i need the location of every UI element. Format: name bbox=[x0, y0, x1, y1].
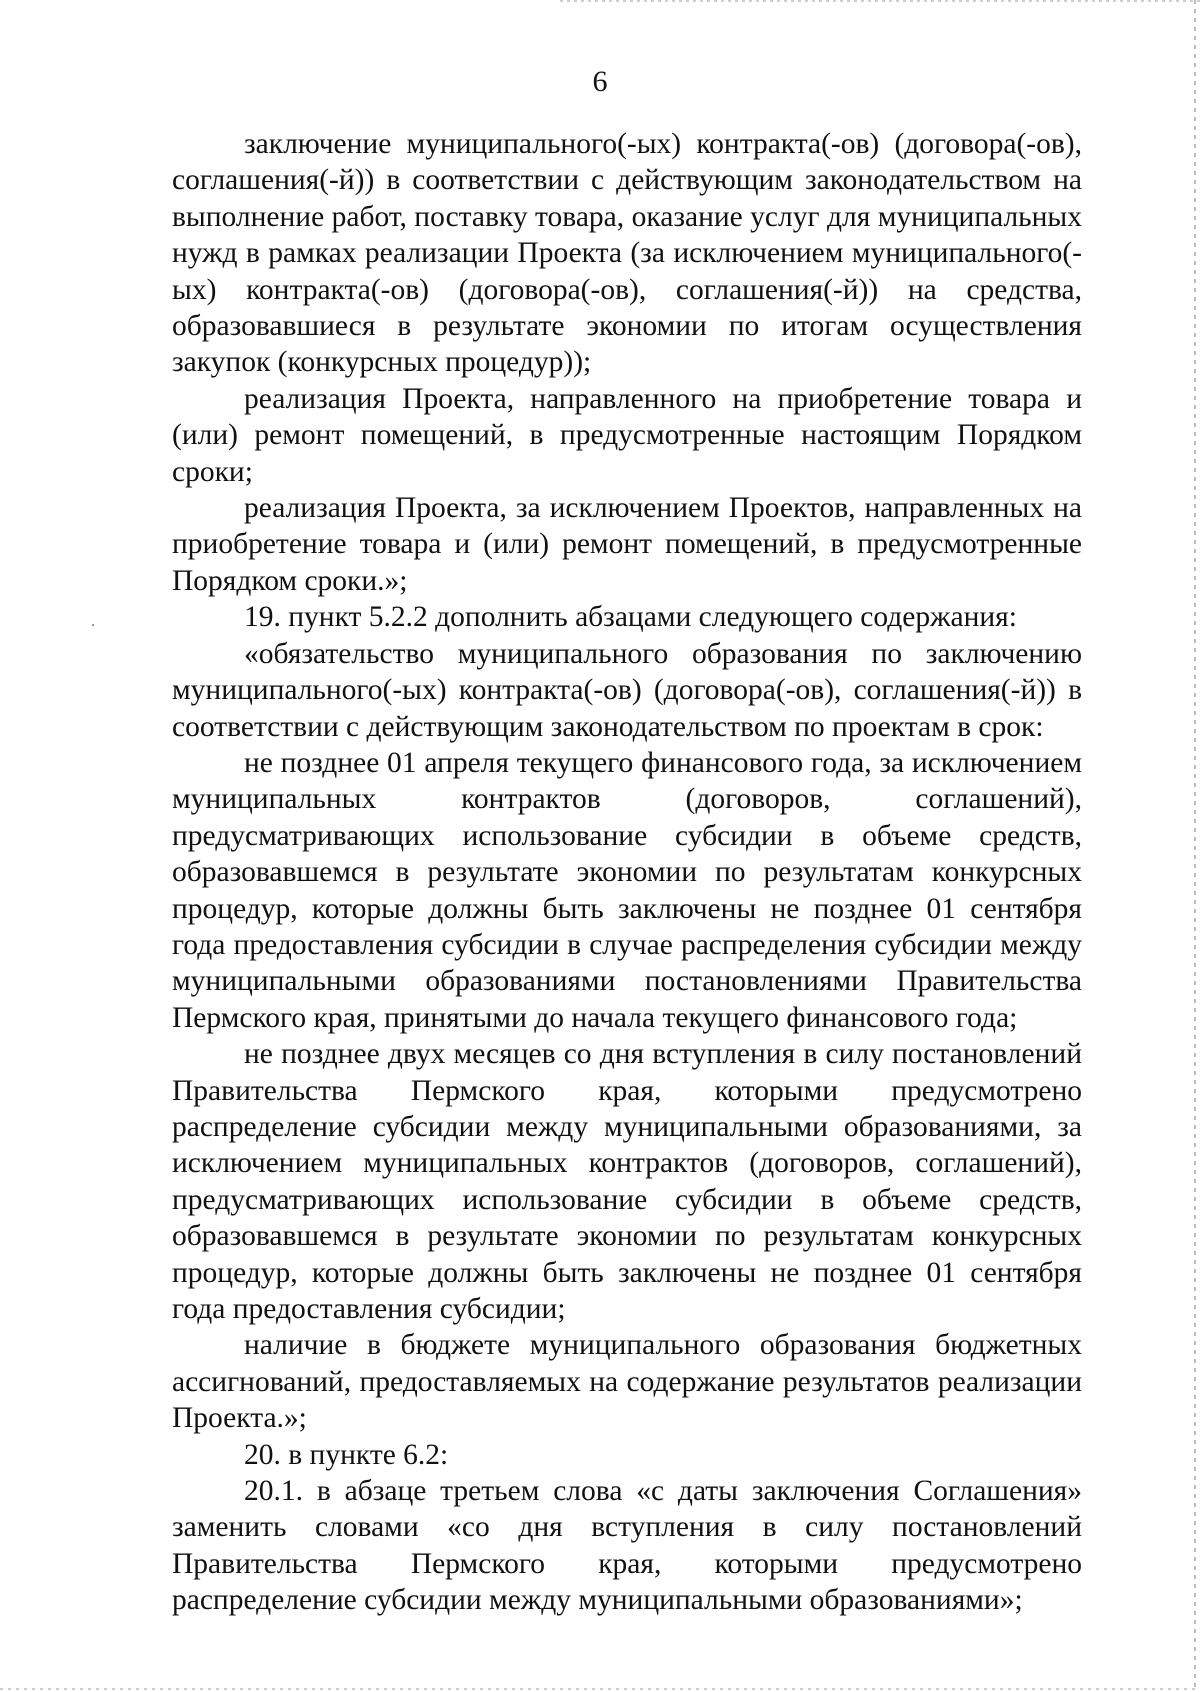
paragraph-contract-conclusion: заключение муниципального(-ых) контракта(-ов) (договора(-ов), соглашения(-й)) в соответствии с действующим законодательством на выполнение работ, поставку товара, оказание услуг для муниципальных нужд в рамках реализации Проекта (за исключением муниципального(-ых) контракта(-ов) (договора(-ов), соглашения(-й)) на средства, образовавшиеся в результате экономии по итогам осуществления закупок (конкурсных процедур)); bbox=[172, 128, 1082, 379]
scan-edge-top bbox=[560, 0, 1200, 2]
paragraph-obligation: «обязательство муниципального образования по заключению муниципального(-ых) контракта(-ов) (договора(-ов), соглашения(-й)) в соответствии с действующим законодательством по проектам в срок: bbox=[172, 637, 1082, 743]
paragraph-budget-allocations: наличие в бюджете муниципального образования бюджетных ассигнований, предоставляемых на содержание результатов реализации Проекта.»; bbox=[172, 1329, 1082, 1435]
scan-edge-bottom bbox=[0, 1688, 1200, 1690]
page-number: 6 bbox=[592, 65, 608, 98]
paragraph-deadline-april: не позднее 01 апреля текущего финансового года, за исключением муниципальных контрактов (договоров, соглашений), предусматривающих использование субсидии в объеме средств, образовавшемся в результате экономии по результатам конкурсных процедур, которые должны быть заключены не позднее 01 сентября года предоставления субсидии в случае распределения субсидии между муниципальными образованиями постановлениями Правительства Пермского края, принятыми до начала текущего финансового года; bbox=[172, 746, 1082, 1034]
scan-edge-right bbox=[1194, 0, 1196, 1692]
scan-speck bbox=[92, 624, 94, 626]
paragraph-project-goods-repair: реализация Проекта, направленного на приобретение товара и (или) ремонт помещений, в предусмотренные настоящим Порядком сроки; bbox=[172, 382, 1082, 488]
paragraph-deadline-two-months: не позднее двух месяцев со дня вступления в силу постановлений Правительства Пермского края, которыми предусмотрено распределение субсидии между муниципальными образованиями, за исключением муниципальных контрактов (договоров, соглашений), предусматривающих использование субсидии в объеме средств, образовавшемся в результате экономии по результатам конкурсных процедур, которые должны быть заключены не позднее 01 сентября года предоставления субсидии; bbox=[172, 1038, 1082, 1325]
document-body bbox=[172, 126, 1082, 1619]
paragraph-project-other: реализация Проекта, за исключением Проектов, направленных на приобретение товара и (или) ремонт помещений, в предусмотренные Порядком сроки.»; bbox=[172, 492, 1082, 597]
paragraph-item-20: 20. в пункте 6.2: bbox=[244, 1438, 449, 1471]
paragraph-item-19: 19. пункт 5.2.2 дополнить абзацами следующего содержания: bbox=[244, 601, 1017, 634]
paragraph-item-20-1: 20.1. в абзаце третьем слова «с даты заключения Соглашения» заменить словами «со дня вступления в силу постановлений Правительства Пермского края, которыми предусмотрено распределение субсидии между муниципальными образованиями»; bbox=[172, 1475, 1082, 1617]
